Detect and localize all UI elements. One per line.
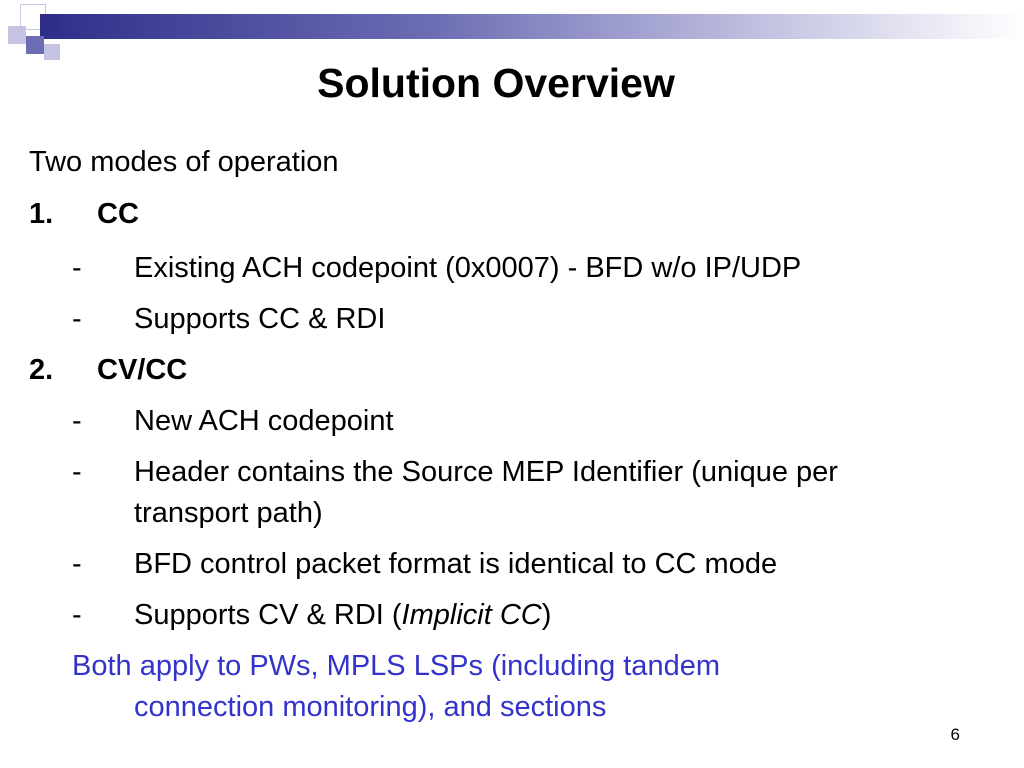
mode-2-item-4-close: ) — [541, 599, 552, 631]
bullet-dash: - — [72, 456, 82, 488]
mode-2-item-3-text: BFD control packet format is identical to CC mode — [134, 548, 778, 580]
page-number: 6 — [950, 725, 960, 744]
deco-square-mid — [26, 36, 44, 54]
note-line-1: Both apply to PWs, MPLS LSPs (including tandem — [72, 650, 720, 682]
mode-2-item-2-text: Header contains the Source MEP Identifier (unique per — [134, 456, 838, 488]
deco-square-dark — [40, 14, 58, 32]
slide-title: Solution Overview — [317, 60, 675, 106]
intro-text: Two modes of operation — [29, 146, 339, 178]
mode-2-item-4-italic: Implicit CC — [401, 599, 542, 631]
mode-1-number: 1. — [29, 198, 54, 230]
mode-2-name: CV/CC — [97, 354, 188, 386]
mode-1-item-2-text: Supports CC & RDI — [134, 303, 386, 335]
mode-2-item-4-text: Supports CV & RDI ( — [134, 599, 402, 631]
mode-2-item-1-text: New ACH codepoint — [134, 405, 394, 437]
mode-1-item-1-text: Existing ACH codepoint (0x0007) - BFD w/o IP/UDP — [134, 252, 802, 284]
deco-square-light-left — [8, 26, 26, 44]
mode-2-item-4-text-wrap — [134, 598, 551, 632]
bullet-dash: - — [72, 599, 82, 631]
mode-2-number: 2. — [29, 354, 54, 386]
mode-2-item-2-continuation — [134, 496, 734, 530]
bullet-dash: - — [72, 252, 82, 284]
bullet-dash: - — [72, 303, 82, 335]
mode-2-item-2-text-cont: transport path) — [134, 497, 323, 529]
bullet-dash: - — [72, 405, 82, 437]
note-line-2: connection monitoring), and sections — [134, 691, 607, 723]
mode-1-name: CC — [97, 198, 139, 230]
header-gradient-bar — [40, 14, 1024, 39]
bullet-dash: - — [72, 548, 82, 580]
